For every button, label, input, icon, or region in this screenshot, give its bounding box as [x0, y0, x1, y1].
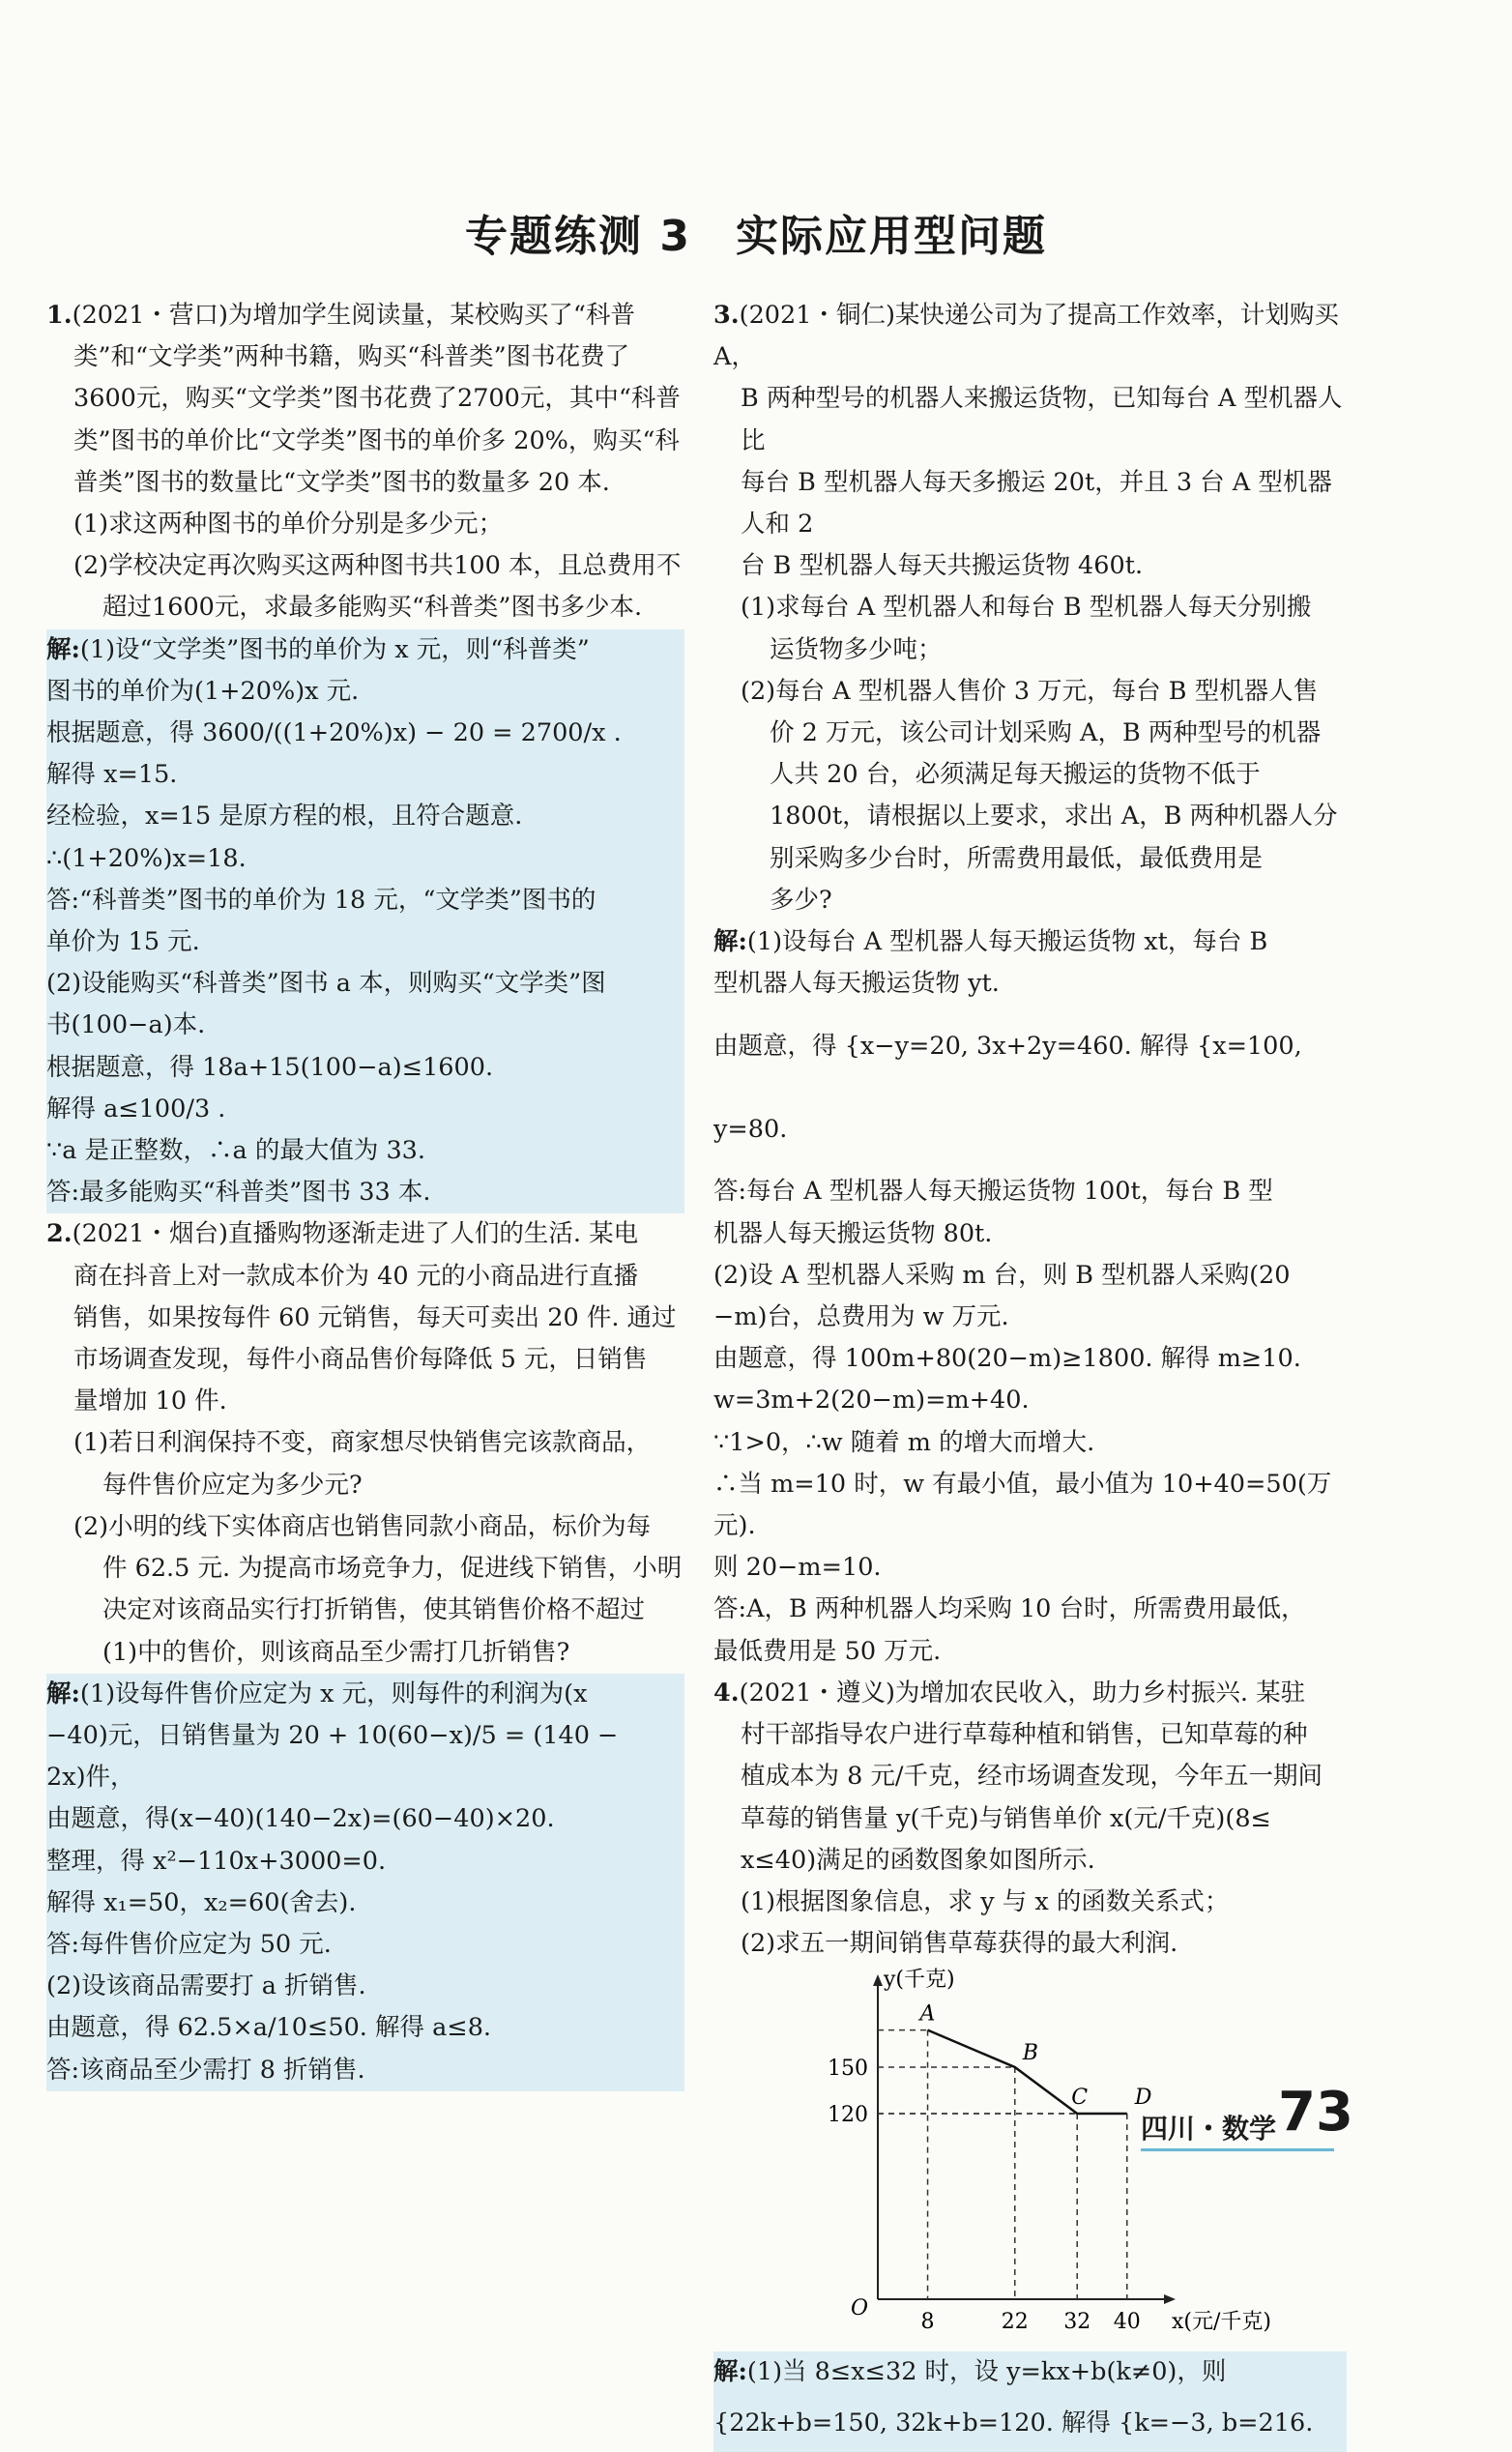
solution-line: 答:每台 A 型机器人每天搬运货物 100t，每台 B 型 [713, 1177, 1273, 1207]
x-tick-label: 40 [1113, 2310, 1141, 2335]
solution-line: 由题意，得(x−40)(140−2x)=(60−40)×20. [46, 1804, 555, 1834]
q2-line: 市场调查发现，每件小商品售价每降低 5 元，日销售 [73, 1345, 648, 1375]
q3-sub1: (1)求每台 A 型机器人和每台 B 型机器人每天分别搬 [741, 593, 1312, 623]
solution-line: (1)设“文学类”图书的单价为 x 元，则“科普类” [79, 634, 590, 664]
solution-line: {22k+b=150, 32k+b=120. 解得 {k=−3, b=216. [713, 2408, 1314, 2437]
solution-line: (1)设每台 A 型机器人每天搬运货物 xt，每台 B [746, 927, 1268, 957]
footer-line [1141, 2148, 1334, 2151]
q3-line: (2021・铜仁)某快递公司为了提高工作效率，计划购买 A， [713, 301, 1339, 372]
q2-solution [46, 1674, 684, 2091]
q2-sub1: 每件售价应定为多少元? [102, 1470, 363, 1500]
solution-line: −40)元，日销售量为 20 + 10(60−x)/5 = (140 − [46, 1720, 619, 1750]
y-tick-label: 150 [828, 2057, 868, 2082]
solution-line: 答:每件售价应定为 50 元. [46, 1929, 332, 1959]
q4-line: 草莓的销售量 y(千克)与销售单价 x(元/千克)(8≤ [741, 1803, 1271, 1833]
y-tick-label: 120 [828, 2103, 868, 2128]
function-graph-svg [810, 1968, 1271, 2348]
solution-label: 解: [46, 634, 80, 664]
page-title: 专题练测 3 实际应用型问题 [465, 212, 1047, 261]
question-number: 1. [46, 301, 73, 330]
q1-line: 普类”图书的数量比“文学类”图书的数量多 20 本. [73, 467, 610, 497]
question-2 [46, 1213, 684, 2090]
question-number: 2. [46, 1219, 73, 1249]
q2-line: 量增加 10 件. [73, 1387, 227, 1416]
q2-sub2: 件 62.5 元. 为提高市场竞争力，促进线下销售，小明 [102, 1554, 683, 1584]
q2-sub2: 决定对该商品实行打折销售，使其销售价格不超过 [102, 1595, 646, 1625]
solution-line: ∵1>0，∴w 随着 m 的增大而增大. [713, 1427, 1095, 1457]
solution-line: 解得 x₁=50，x₂=60(舍去). [46, 1887, 357, 1917]
q4-line: x≤40)满足的函数图象如图所示. [741, 1845, 1095, 1875]
solution-line: 经检验，x=15 是原方程的根，且符合题意. [46, 802, 523, 832]
q1-sub2: 超过1600元，求最多能购买“科普类”图书多少本. [102, 593, 643, 623]
solution-line: 根据题意，得 18a+15(100−a)≤1600. [46, 1052, 494, 1082]
solution-line: 整理，得 x²−110x+3000=0. [46, 1846, 387, 1876]
q1-line: 类”图书的单价比“文学类”图书的单价多 20%，购买“科 [73, 425, 680, 455]
solution-line: 机器人每天搬运货物 80t. [713, 1218, 993, 1248]
q3-sub2: 别采购多少台时，所需费用最低，最低费用是 [770, 843, 1264, 873]
q1-line: 类”和“文学类”两种书籍，购买“科普类”图书花费了 [73, 342, 630, 372]
q2-line: 商在抖音上对一款成本价为 40 元的小商品进行直播 [73, 1261, 639, 1291]
q3-line: 台 B 型机器人每天共搬运货物 460t. [741, 551, 1144, 581]
q2-line: 销售，如果按每件 60 元销售，每天可卖出 20 件. 通过 [73, 1302, 677, 1332]
q2-sub1: (1)若日利润保持不变，商家想尽快销售完该款商品， [73, 1428, 652, 1458]
solution-line: (1)当 8≤x≤32 时，设 y=kx+b(k≠0)，则 [746, 2357, 1227, 2387]
q4-line: 村干部指导农户进行草莓种植和销售，已知草莓的种 [741, 1720, 1308, 1750]
left-column [46, 295, 684, 2091]
solution-line: 型机器人每天搬运货物 yt. [713, 969, 1000, 999]
q3-sub2: (2)每台 A 型机器人售价 3 万元，每台 B 型机器人售 [741, 676, 1319, 706]
solution-line: 由题意，得 100m+80(20−m)≥1800. 解得 m≥10. [713, 1344, 1301, 1374]
page-number: 73 [1278, 2081, 1353, 2144]
q3-sub2: 多少? [770, 885, 832, 915]
solution-line: 解得 a≤100/3 . [46, 1094, 226, 1124]
q3-line: 每台 B 型机器人每天多搬运 20t，并且 3 台 A 型机器人和 2 [741, 467, 1332, 540]
solution-line: 单价为 15 元. [46, 927, 200, 957]
x-tick-label: 32 [1063, 2310, 1091, 2335]
solution-label: 解: [713, 927, 747, 957]
solution-line: 答:A，B 两种机器人均采购 10 台时，所需费用最低， [713, 1594, 1306, 1624]
q3-sub2: 价 2 万元，该公司计划采购 A，B 两种型号的机器 [770, 718, 1322, 748]
solution-line: 由题意，得 62.5×a/10≤50. 解得 a≤8. [46, 2013, 492, 2043]
question-4 [713, 1673, 1347, 2452]
solution-line: ∴(1+20%)x=18. [46, 843, 247, 873]
solution-line: w=3m+2(20−m)=m+40. [713, 1386, 1030, 1416]
q1-sub2: (2)学校决定再次购买这两种图书共100 本，且总费用不 [73, 551, 682, 581]
q1-line: (2021・营口)为增加学生阅读量，某校购买了“科普 [72, 301, 635, 330]
solution-line: (2)设 A 型机器人采购 m 台，则 B 型机器人采购(20 [713, 1260, 1291, 1290]
q4-sub1: (1)根据图象信息，求 y 与 x 的函数关系式； [741, 1886, 1230, 1916]
solution-line: 解得 x=15. [46, 760, 178, 790]
point-label-B: B [1022, 2041, 1038, 2066]
q2-sub2: (2)小明的线下实体商店也销售同款小商品，标价为每 [73, 1511, 652, 1541]
question-number: 3. [713, 301, 740, 330]
x-tick-label: 8 [920, 2310, 935, 2335]
point-label-A: A [919, 2001, 936, 2027]
question-3 [713, 295, 1347, 1673]
q4-line: 植成本为 8 元/千克，经市场调查发现，今年五一期间 [741, 1762, 1323, 1792]
solution-label: 解: [46, 1678, 80, 1708]
solution-line: 答:最多能购买“科普类”图书 33 本. [46, 1178, 431, 1208]
solution-line: 图书的单价为(1+20%)x 元. [46, 676, 360, 706]
y-axis-arrow [873, 1974, 883, 1986]
q1-sub1: (1)求这两种图书的单价分别是多少元； [73, 510, 504, 540]
q4-sub2: (2)求五一期间销售草莓获得的最大利润. [741, 1929, 1178, 1959]
x-axis-arrow [1164, 2294, 1176, 2304]
solution-line: 答:该商品至少需打 8 折销售. [46, 2055, 365, 2085]
x-tick-label: 22 [1001, 2310, 1029, 2335]
solution-line: (2)设能购买“科普类”图书 a 本，则购买“文学类”图 [46, 969, 606, 999]
solution-line: 答:“科普类”图书的单价为 18 元，“文学类”图书的 [46, 885, 596, 915]
solution-line: 书(100−a)本. [46, 1010, 206, 1040]
solution-line: 则 20−m=10. [713, 1553, 882, 1583]
q3-sub1: 运货物多少吨； [770, 634, 943, 664]
solution-line: ∵a 是正整数，∴a 的最大值为 33. [46, 1136, 426, 1166]
footer-label: 四川・数学 [1141, 2113, 1277, 2145]
point-label-C: C [1071, 2086, 1089, 2111]
q2-sub2: (1)中的售价，则该商品至少需打几折销售? [102, 1637, 570, 1667]
solution-line: ∴当 m=10 时，w 有最小值，最小值为 10+40=50(万元). [713, 1469, 1332, 1541]
q3-line: B 两种型号的机器人来搬运货物，已知每台 A 型机器人比 [741, 384, 1343, 455]
solution-line: 2x)件， [46, 1763, 135, 1793]
q1-line: 3600元，购买“文学类”图书花费了2700元，其中“科普 [73, 384, 681, 414]
q2-line: (2021・烟台)直播购物逐渐走进了人们的生活. 某电 [72, 1219, 639, 1249]
solution-line: −m)台，总费用为 w 万元. [713, 1302, 1009, 1332]
question-1 [46, 295, 684, 1213]
solution-line: 根据题意，得 3600/((1+20%)x) − 20 = 2700/x . [46, 718, 622, 748]
q3-sub2: 人共 20 台，必须满足每天搬运的货物不低于 [770, 760, 1261, 790]
solution-line: 最低费用是 50 万元. [713, 1636, 942, 1666]
q3-solution [713, 921, 1347, 1673]
question-number: 4. [713, 1678, 740, 1708]
point-label-D: D [1134, 2086, 1152, 2111]
q4-line: (2021・遵义)为增加农民收入，助力乡村振兴. 某驻 [739, 1678, 1306, 1708]
x-axis-label: x(元/千克) [1172, 2310, 1271, 2335]
solution-line: (1)设每件售价应定为 x 元，则每件的利润为(x [79, 1678, 588, 1708]
solution-line: 由题意，得 {x−y=20, 3x+2y=460. 解得 {x=100, y=80. [713, 1032, 1302, 1145]
q3-sub2: 1800t，请根据以上要求，求出 A，B 两种机器人分 [770, 802, 1338, 832]
solution-label: 解: [713, 2357, 747, 2387]
q1-solution [46, 629, 684, 1214]
function-graph [810, 1968, 1271, 2348]
q4-solution [713, 2351, 1347, 2451]
origin-label: O [851, 2296, 869, 2321]
y-axis-label: y(千克) [884, 1968, 955, 1993]
solution-line: (2)设该商品需要打 a 折销售. [46, 1971, 366, 2001]
